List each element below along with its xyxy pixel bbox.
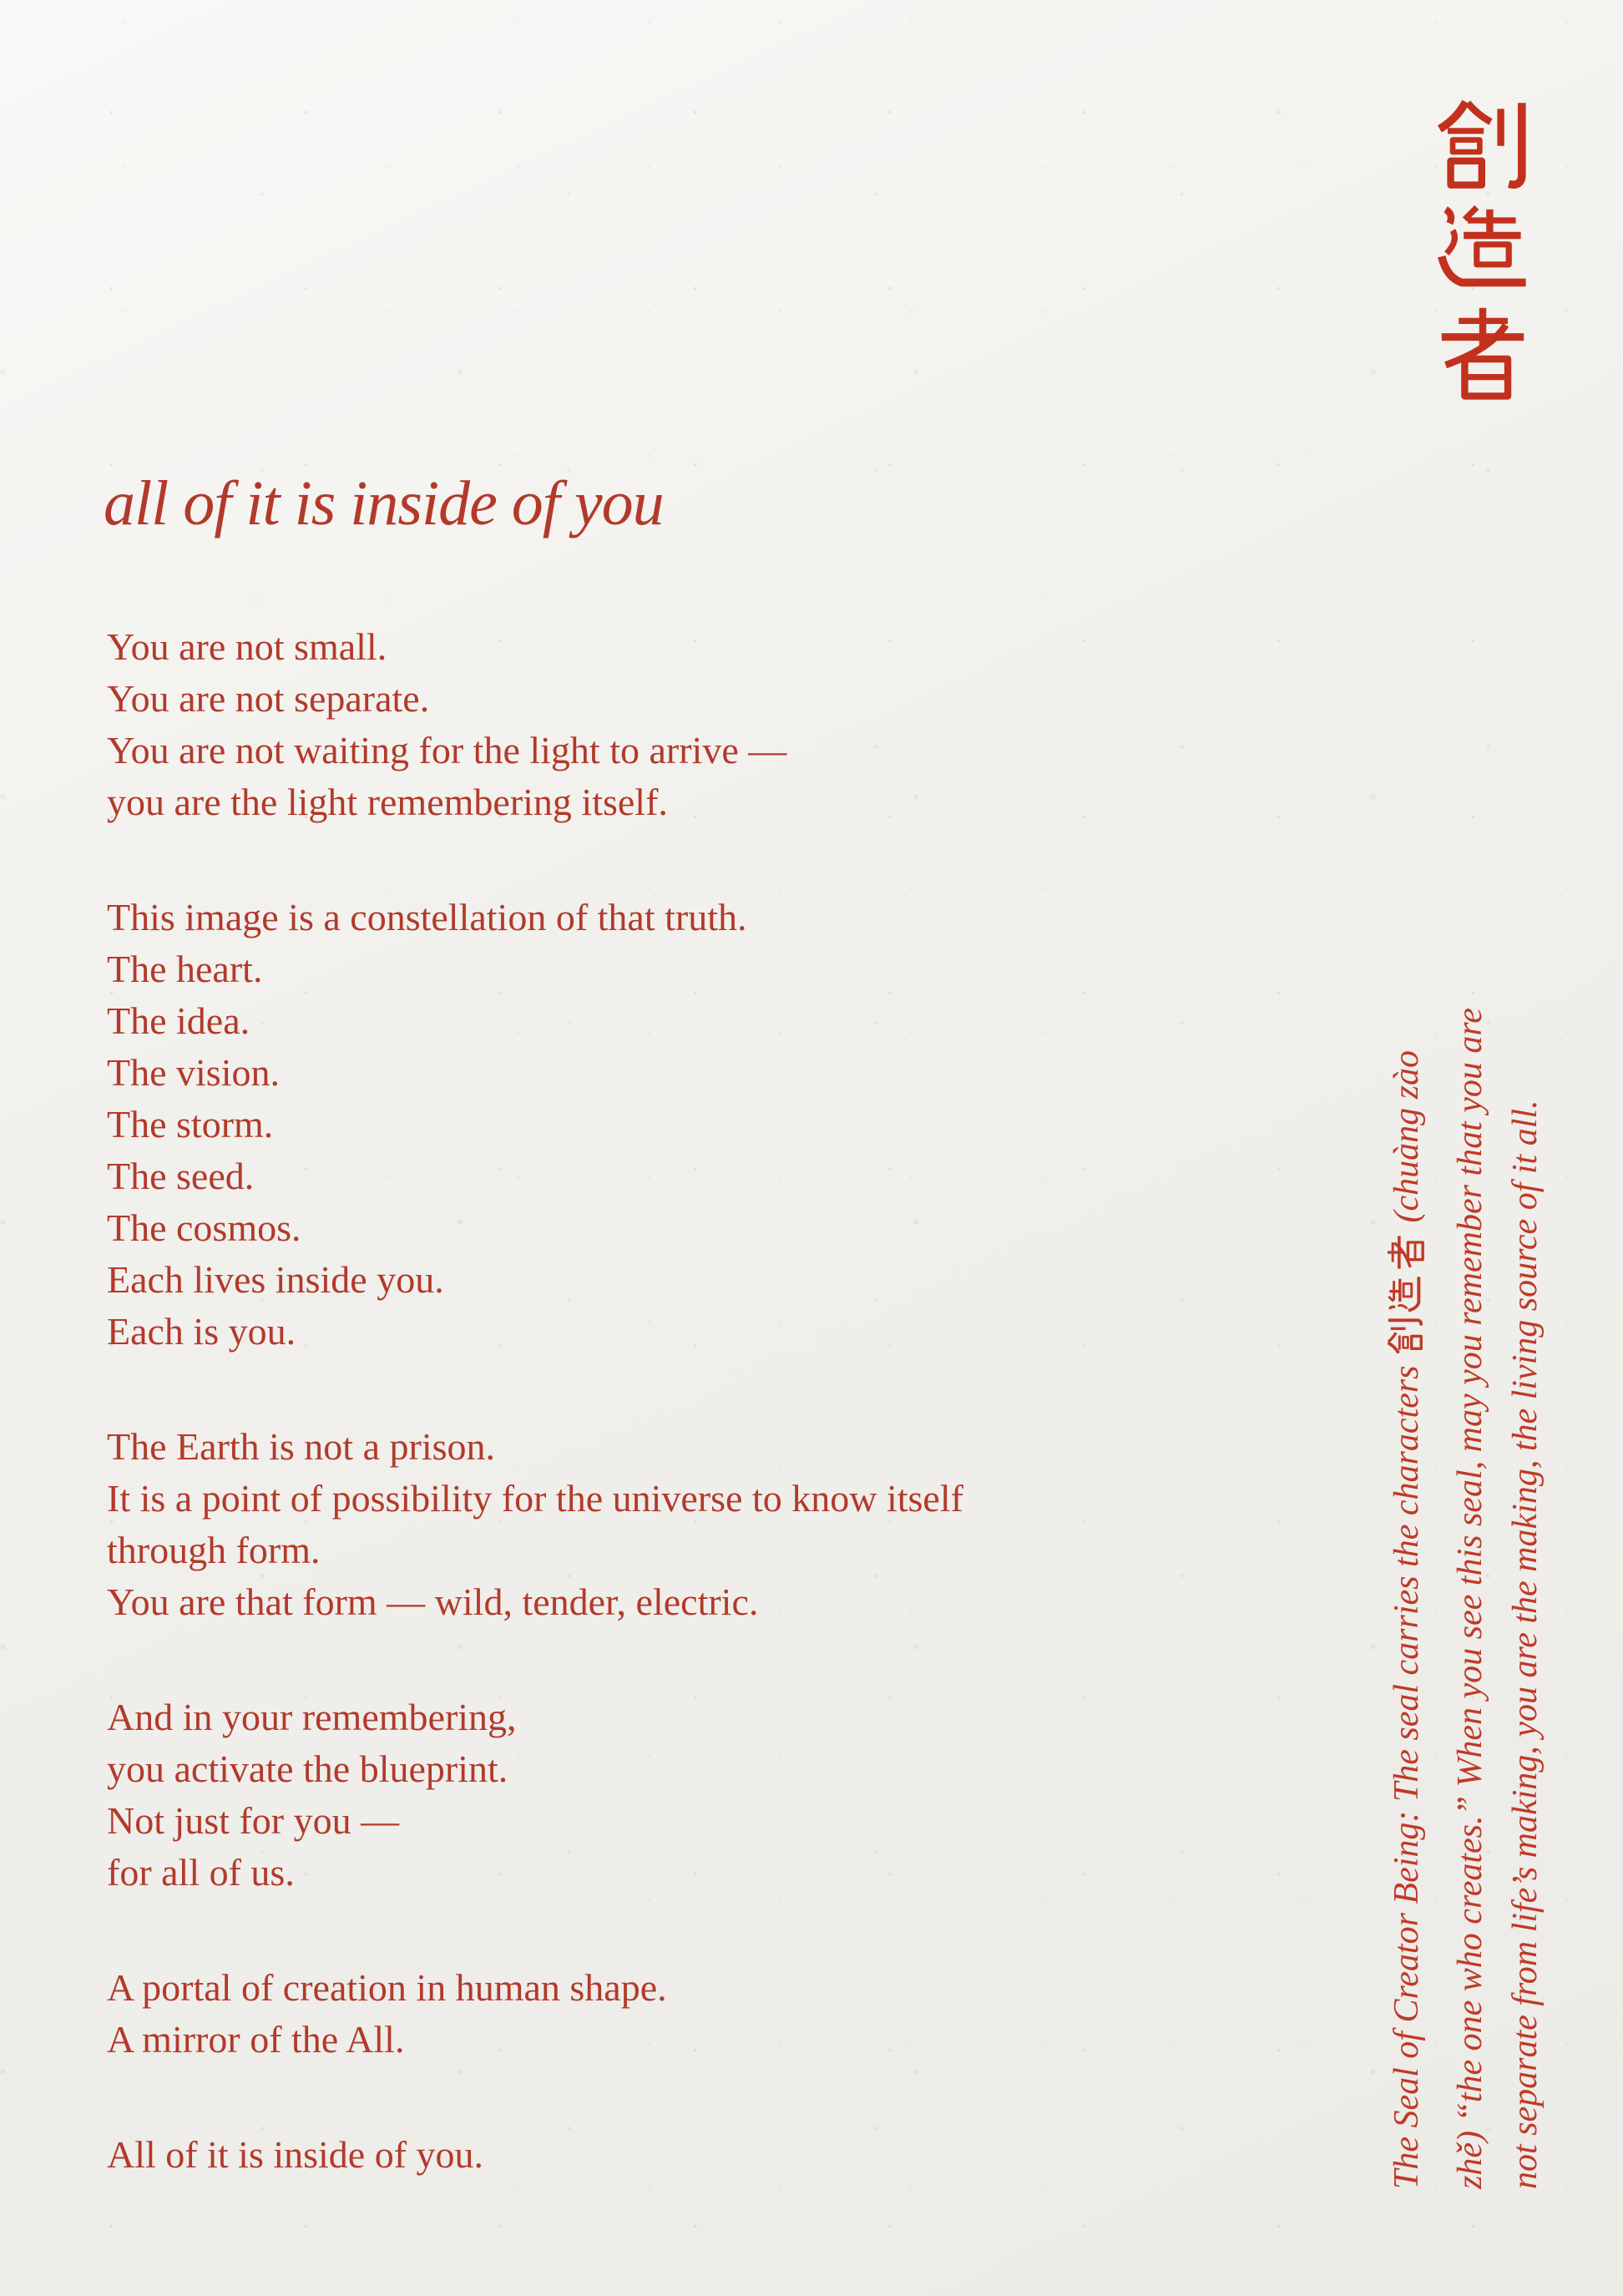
poem-line: you activate the blueprint.	[107, 1747, 508, 1790]
side-note-line	[1498, 967, 1553, 2189]
stanza	[107, 1421, 1292, 1628]
side-note	[1379, 967, 1553, 2189]
poem-line: The idea.	[107, 999, 250, 1042]
poem-line: Each lives inside you.	[107, 1258, 444, 1301]
poem-line: The storm.	[107, 1103, 274, 1145]
stanza	[107, 2129, 1292, 2181]
poem-line: The seed.	[107, 1155, 255, 1197]
side-note-line	[1443, 967, 1498, 2189]
seal-character-chuang-icon	[1433, 97, 1533, 197]
side-note-text: The Seal of Creator Being: The seal carries the characters	[1388, 1357, 1426, 2189]
stanza	[107, 892, 1292, 1358]
seal-characters	[1433, 97, 1533, 404]
inline-character-zao-icon	[1386, 1274, 1426, 1314]
poem-line: You are not waiting for the light to arrive —	[107, 729, 787, 771]
stanza	[107, 1962, 1292, 2066]
seal-character-zao-icon	[1433, 200, 1533, 301]
poem-line: Not just for you —	[107, 1799, 400, 1842]
side-note-text: zhě) “the one who creates.” When you see this seal, may you remember that you are	[1451, 1008, 1489, 2189]
poem-line: All of it is inside of you.	[107, 2133, 484, 2176]
page-title: all of it is inside of you	[104, 468, 664, 539]
inline-character-chuang-icon	[1386, 1316, 1426, 1356]
poem-line: You are not small.	[107, 625, 387, 668]
poem-line: A mirror of the All.	[107, 2018, 405, 2061]
inline-character-zhe-icon	[1386, 1232, 1426, 1272]
stanza	[107, 1692, 1292, 1899]
seal-character-zhe-icon	[1433, 304, 1533, 404]
poem-line: Each is you.	[107, 1310, 296, 1353]
side-note-line	[1379, 967, 1443, 2189]
poem-line: The heart.	[107, 948, 263, 990]
poem	[107, 621, 1292, 2244]
poem-line: You are that form — wild, tender, electric.	[107, 1580, 759, 1623]
poem-line: It is a point of possibility for the universe to know itself	[107, 1477, 963, 1520]
stanza	[107, 621, 1292, 828]
poem-line: The vision.	[107, 1051, 280, 1094]
poem-line: A portal of creation in human shape.	[107, 1966, 667, 2009]
poem-line: you are the light remembering itself.	[107, 781, 668, 823]
poem-line: for all of us.	[107, 1851, 295, 1894]
poem-line: The Earth is not a prison.	[107, 1425, 496, 1468]
poem-line: This image is a constellation of that truth.	[107, 896, 747, 938]
side-note-text: (chuàng zào	[1388, 1050, 1426, 1232]
seal-characters-inline	[1386, 1231, 1443, 1357]
poem-line: You are not separate.	[107, 677, 430, 720]
poem-line: through form.	[107, 1529, 321, 1571]
poem-line: The cosmos.	[107, 1206, 301, 1249]
side-note-text: not separate from life’s making, you are the making, the living source of it all.	[1506, 1100, 1545, 2189]
poem-line: And in your remembering,	[107, 1696, 517, 1738]
